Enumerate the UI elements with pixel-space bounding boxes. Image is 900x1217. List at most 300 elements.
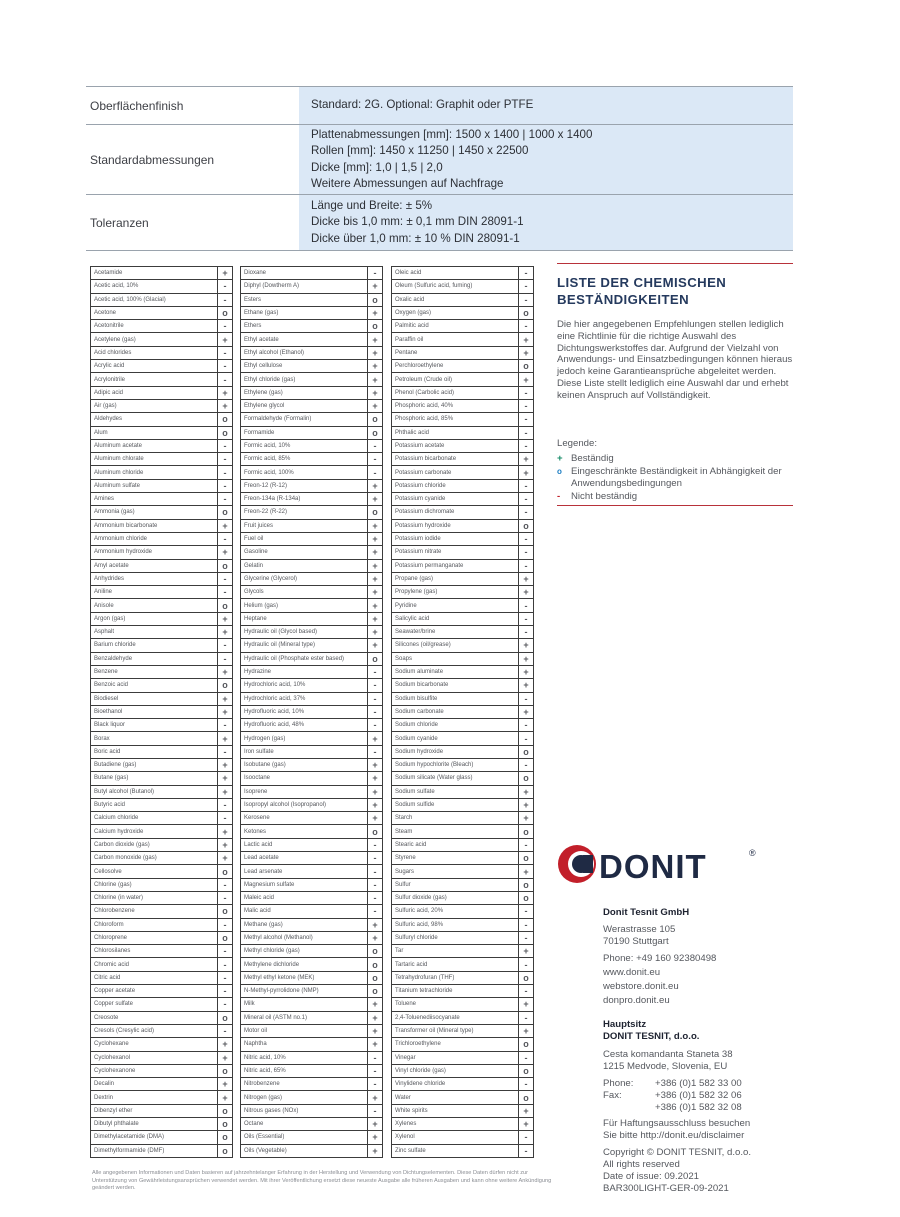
chemical-row — [91, 1024, 233, 1037]
chemical-row — [91, 479, 233, 492]
chemical-name: Calcium chloride — [91, 812, 218, 825]
circle-icon: o — [368, 971, 383, 984]
chemical-row — [241, 772, 383, 785]
chemical-name: Asphalt — [91, 626, 218, 639]
chemical-name: Paraffin oil — [392, 333, 519, 346]
chemical-row — [392, 652, 534, 665]
chemical-row — [241, 1024, 383, 1037]
chemical-row — [241, 373, 383, 386]
plus-icon: + — [218, 519, 233, 532]
plus-icon: + — [368, 798, 383, 811]
plus-icon: + — [218, 732, 233, 745]
spec-line: Rollen [mm]: 1450 x 11250 | 1450 x 22500 — [311, 144, 529, 158]
chemical-row — [91, 413, 233, 426]
minus-icon: - — [218, 466, 233, 479]
chemical-name: Zinc sulfate — [392, 1144, 519, 1157]
plus-icon: + — [368, 785, 383, 798]
chemical-name: Sodium hypochlorite (Bleach) — [392, 758, 519, 771]
minus-icon: - — [519, 386, 534, 399]
chemical-row — [241, 586, 383, 599]
minus-icon: - — [218, 891, 233, 904]
chemical-row — [91, 692, 233, 705]
chemical-row — [91, 532, 233, 545]
minus-icon: - — [218, 1024, 233, 1037]
chemical-row — [241, 905, 383, 918]
chemical-name: Vinyl chloride (gas) — [392, 1064, 519, 1077]
chemical-name: Xylenol — [392, 1131, 519, 1144]
fax-value: +386 (0)1 582 32 08 — [655, 1102, 742, 1113]
plus-icon: + — [519, 333, 534, 346]
chemical-row — [91, 719, 233, 732]
chemical-row — [91, 652, 233, 665]
issue-date: Date of issue: 09.2021 — [603, 1171, 700, 1182]
circle-icon: o — [218, 413, 233, 426]
minus-icon: - — [519, 758, 534, 771]
plus-icon: + — [218, 852, 233, 865]
chemical-row — [241, 546, 383, 559]
chemical-row — [392, 732, 534, 745]
chemical-row — [392, 439, 534, 452]
chemical-row — [241, 413, 383, 426]
chemical-row — [91, 493, 233, 506]
circle-icon: o — [218, 905, 233, 918]
chemical-row — [392, 639, 534, 652]
chemical-name: Kerosene — [241, 812, 368, 825]
minus-icon: - — [519, 546, 534, 559]
plus-icon: + — [218, 705, 233, 718]
chemical-row — [91, 705, 233, 718]
minus-icon: - — [368, 665, 383, 678]
chemical-name: Tar — [392, 945, 519, 958]
chemical-row — [392, 1011, 534, 1024]
chemical-name: Acrylonitrile — [91, 373, 218, 386]
minus-icon: - — [519, 439, 534, 452]
circle-icon: o — [368, 825, 383, 838]
chemical-row — [241, 599, 383, 612]
plus-icon: + — [557, 453, 563, 464]
chemical-name: Nitrobenzene — [241, 1078, 368, 1091]
chemical-row — [392, 360, 534, 373]
plus-icon: + — [368, 1011, 383, 1024]
plus-icon: + — [519, 998, 534, 1011]
plus-icon: + — [519, 586, 534, 599]
plus-icon: + — [368, 519, 383, 532]
hq-company: DONIT TESNIT, d.o.o. — [603, 1031, 700, 1042]
chemical-name: Acetone — [91, 306, 218, 319]
chemical-row — [392, 1024, 534, 1037]
chemical-name: Acrylic acid — [91, 360, 218, 373]
chemical-name: Formamide — [241, 426, 368, 439]
plus-icon: + — [218, 785, 233, 798]
chemical-row — [91, 732, 233, 745]
chemical-name: Butadiene (gas) — [91, 758, 218, 771]
chemical-name: Ethers — [241, 320, 368, 333]
plus-icon: + — [368, 493, 383, 506]
chemical-name: Anisole — [91, 599, 218, 612]
plus-icon: + — [368, 599, 383, 612]
chemical-name: Aniline — [91, 586, 218, 599]
chemical-row — [91, 386, 233, 399]
chemical-name: Hydraulic oil (Glycol based) — [241, 626, 368, 639]
plus-icon: + — [519, 705, 534, 718]
chemical-name: Potassium acetate — [392, 439, 519, 452]
chemical-name: Ammonium hydroxide — [91, 546, 218, 559]
plus-icon: + — [218, 399, 233, 412]
donit-logo — [557, 844, 767, 886]
chemical-row — [241, 306, 383, 319]
chemical-name: Ethylene (gas) — [241, 386, 368, 399]
chemical-row — [392, 280, 534, 293]
chemical-row — [241, 1118, 383, 1131]
chemical-name: Ethylene glycol — [241, 399, 368, 412]
chemical-row — [91, 1051, 233, 1064]
chemical-row — [91, 758, 233, 771]
circle-icon: o — [519, 1064, 534, 1077]
chemical-name: Formic acid, 100% — [241, 466, 368, 479]
chemical-row — [392, 267, 534, 280]
minus-icon: - — [519, 293, 534, 306]
chemical-row — [91, 1118, 233, 1131]
spec-line: Länge und Breite: ± 5% — [311, 199, 433, 213]
spec-line: Dicke über 1,0 mm: ± 10 % DIN 28091-1 — [311, 231, 520, 245]
circle-icon: o — [368, 293, 383, 306]
plus-icon: + — [218, 612, 233, 625]
plus-icon: + — [218, 1038, 233, 1051]
chemical-row — [241, 785, 383, 798]
chemical-row — [241, 758, 383, 771]
minus-icon: - — [368, 705, 383, 718]
plus-icon: + — [368, 479, 383, 492]
chemical-row — [91, 1144, 233, 1157]
chemical-name: Sodium chloride — [392, 719, 519, 732]
chemical-row — [241, 1104, 383, 1117]
chemical-row — [91, 612, 233, 625]
chemical-row — [392, 1064, 534, 1077]
circle-icon: o — [519, 852, 534, 865]
minus-icon: - — [218, 280, 233, 293]
chemical-row — [91, 891, 233, 904]
chemical-name: Sodium cyanide — [392, 732, 519, 745]
chemical-name: Potassium iodide — [392, 532, 519, 545]
chemical-row — [241, 732, 383, 745]
chemical-row — [392, 719, 534, 732]
minus-icon: - — [218, 719, 233, 732]
company-name: Donit Tesnit GmbH — [603, 907, 690, 918]
plus-icon: + — [218, 626, 233, 639]
chemical-row — [91, 985, 233, 998]
donpro-link[interactable]: donpro.donit.eu — [603, 995, 670, 1006]
chemical-row — [91, 1064, 233, 1077]
chemical-row — [392, 506, 534, 519]
chemical-row — [241, 1091, 383, 1104]
chemical-row — [392, 479, 534, 492]
website-link[interactable]: www.donit.eu — [603, 967, 661, 978]
chemical-name: Sulfur — [392, 878, 519, 891]
minus-icon: - — [519, 280, 534, 293]
chemical-name: Copper acetate — [91, 985, 218, 998]
minus-icon: - — [218, 320, 233, 333]
copyright: Copyright © DONIT TESNIT, d.o.o. — [603, 1147, 752, 1158]
section-title-line: LISTE DER CHEMISCHEN — [557, 275, 727, 290]
document-code: BAR300LIGHT-GER-09-2021 — [603, 1183, 729, 1194]
chemical-row — [241, 985, 383, 998]
chemical-row — [241, 825, 383, 838]
chemical-name: Ammonium chloride — [91, 532, 218, 545]
chemical-name: Sodium sulfide — [392, 798, 519, 811]
spec-label: Toleranzen — [86, 195, 299, 251]
chemical-name: Isopropyl alcohol (Isopropanol) — [241, 798, 368, 811]
chemical-name: Lead acetate — [241, 852, 368, 865]
phone-label: Phone: — [603, 1078, 634, 1089]
chemical-row — [91, 785, 233, 798]
spec-line: Plattenabmessungen [mm]: 1500 x 1400 | 1000 x 1400 — [311, 127, 593, 141]
minus-icon: - — [519, 931, 534, 944]
chemical-name: Sodium bisulfite — [392, 692, 519, 705]
legend-heading: Legende: — [557, 438, 598, 449]
chemical-row — [241, 838, 383, 851]
minus-icon: - — [218, 439, 233, 452]
chemical-row — [392, 346, 534, 359]
chemical-name: Potassium carbonate — [392, 466, 519, 479]
plus-icon: + — [519, 785, 534, 798]
chemical-row — [91, 506, 233, 519]
chemical-row — [392, 958, 534, 971]
chemical-row — [241, 652, 383, 665]
chemical-row — [91, 519, 233, 532]
legend-item — [557, 466, 797, 489]
chemical-name: Hydrazine — [241, 665, 368, 678]
chemical-name: Freon-134a (R-134a) — [241, 493, 368, 506]
chemical-name: Potassium permanganate — [392, 559, 519, 572]
circle-icon: o — [218, 1131, 233, 1144]
chemical-row — [241, 665, 383, 678]
chemical-name: Toluene — [392, 998, 519, 1011]
chemical-row — [392, 878, 534, 891]
hq-block — [603, 1019, 751, 1195]
plus-icon: + — [519, 945, 534, 958]
chemical-row — [392, 1051, 534, 1064]
chemical-row — [392, 931, 534, 944]
chemical-row — [241, 878, 383, 891]
chemical-name: Aluminum acetate — [91, 439, 218, 452]
minus-icon: - — [218, 971, 233, 984]
chemical-row — [241, 931, 383, 944]
minus-icon: - — [218, 346, 233, 359]
disclaimer-link[interactable]: Sie bitte http://donit.eu/disclaimer — [603, 1130, 745, 1141]
chemical-name: Oxalic acid — [392, 293, 519, 306]
chemical-name: Benzaldehyde — [91, 652, 218, 665]
spec-label: Standardabmessungen — [86, 125, 299, 195]
circle-icon: o — [368, 413, 383, 426]
minus-icon: - — [218, 373, 233, 386]
chemical-row — [392, 546, 534, 559]
chemical-name: Benzene — [91, 665, 218, 678]
chemical-name: Cyclohexanone — [91, 1064, 218, 1077]
chemical-row — [241, 267, 383, 280]
chemical-row — [392, 1078, 534, 1091]
minus-icon: - — [218, 293, 233, 306]
circle-icon: o — [218, 1064, 233, 1077]
minus-icon: - — [218, 998, 233, 1011]
chemical-name: Malic acid — [241, 905, 368, 918]
chemical-row — [91, 825, 233, 838]
chemical-name: Hydrogen (gas) — [241, 732, 368, 745]
chemical-name: Acetonitrile — [91, 320, 218, 333]
chemical-row — [392, 745, 534, 758]
chemical-row — [91, 745, 233, 758]
chemical-row — [91, 1131, 233, 1144]
chemical-row — [241, 998, 383, 1011]
plus-icon: + — [368, 612, 383, 625]
chemical-row — [392, 1118, 534, 1131]
chemical-row — [241, 399, 383, 412]
minus-icon: - — [368, 905, 383, 918]
minus-icon: - — [557, 491, 561, 502]
chemical-name: Tetrahydrofuran (THF) — [392, 971, 519, 984]
circle-icon: o — [368, 652, 383, 665]
plus-icon: + — [368, 626, 383, 639]
chemical-name: Stearic acid — [392, 838, 519, 851]
plus-icon: + — [519, 346, 534, 359]
chemical-name: Calcium hydroxide — [91, 825, 218, 838]
spec-value — [299, 195, 793, 251]
chemical-name: Citric acid — [91, 971, 218, 984]
chemical-row — [392, 679, 534, 692]
chemical-name: Pyridine — [392, 599, 519, 612]
plus-icon: + — [218, 665, 233, 678]
chemical-row — [241, 453, 383, 466]
chemical-name: Gelatin — [241, 559, 368, 572]
chemical-row — [241, 705, 383, 718]
plus-icon: + — [368, 280, 383, 293]
chemical-row — [91, 586, 233, 599]
divider-bottom — [557, 505, 793, 506]
chemical-name: Motor oil — [241, 1024, 368, 1037]
minus-icon: - — [218, 985, 233, 998]
chemical-name: Creosote — [91, 1011, 218, 1024]
chemical-name: Ethyl alcohol (Ethanol) — [241, 346, 368, 359]
hq-city: 1215 Medvode, Slovenia, EU — [603, 1061, 728, 1072]
chemical-name: Dimethylformamide (DMF) — [91, 1144, 218, 1157]
chemical-row — [392, 852, 534, 865]
legend-text: Nicht beständig — [571, 491, 638, 502]
plus-icon: + — [519, 572, 534, 585]
city: 70190 Stuttgart — [603, 936, 669, 947]
chemical-row — [392, 1104, 534, 1117]
chemical-name: Styrene — [392, 852, 519, 865]
chemical-name: Glycerine (Glycerol) — [241, 572, 368, 585]
chemical-row — [241, 572, 383, 585]
minus-icon: - — [218, 878, 233, 891]
minus-icon: - — [519, 612, 534, 625]
minus-icon: - — [218, 918, 233, 931]
circle-icon: o — [519, 519, 534, 532]
chemical-row — [241, 692, 383, 705]
minus-icon: - — [519, 413, 534, 426]
chemical-row — [392, 1131, 534, 1144]
chemical-row — [91, 665, 233, 678]
plus-icon: + — [519, 665, 534, 678]
chemical-name: Alum — [91, 426, 218, 439]
plus-icon: + — [218, 333, 233, 346]
minus-icon: - — [218, 812, 233, 825]
plus-icon: + — [368, 386, 383, 399]
minus-icon: - — [519, 1051, 534, 1064]
chemical-row — [392, 905, 534, 918]
circle-icon: o — [218, 1118, 233, 1131]
chemical-name: Butyric acid — [91, 798, 218, 811]
chemical-name: Chlorine (in water) — [91, 891, 218, 904]
chemical-name: Formaldehyde (Formalin) — [241, 413, 368, 426]
chemical-name: Oxygen (gas) — [392, 306, 519, 319]
chemical-name: Oils (Vegetable) — [241, 1144, 368, 1157]
minus-icon: - — [218, 360, 233, 373]
chemical-row — [91, 293, 233, 306]
minus-icon: - — [368, 852, 383, 865]
chemical-name: Sulfur dioxide (gas) — [392, 891, 519, 904]
spec-value — [299, 87, 793, 125]
chemical-row — [241, 280, 383, 293]
chemical-row — [91, 572, 233, 585]
chemical-row — [392, 798, 534, 811]
minus-icon: - — [519, 719, 534, 732]
chemical-row — [241, 559, 383, 572]
chemical-row — [392, 519, 534, 532]
chemical-row — [91, 599, 233, 612]
chemical-row — [91, 267, 233, 280]
chemical-name: Potassium bicarbonate — [392, 453, 519, 466]
minus-icon: - — [519, 267, 534, 280]
plus-icon: + — [218, 1078, 233, 1091]
plus-icon: + — [368, 559, 383, 572]
chemical-row — [392, 599, 534, 612]
chemical-name: Octane — [241, 1118, 368, 1131]
chemical-row — [91, 439, 233, 452]
circle-icon: o — [218, 931, 233, 944]
spec-row-dimensions — [86, 125, 793, 195]
plus-icon: + — [368, 572, 383, 585]
chemical-row — [392, 413, 534, 426]
chemical-row — [91, 426, 233, 439]
plus-icon: + — [368, 1118, 383, 1131]
chemical-row — [91, 559, 233, 572]
chemical-row — [241, 798, 383, 811]
plus-icon: + — [368, 758, 383, 771]
chemical-name: Methyl ethyl ketone (MEK) — [241, 971, 368, 984]
chemical-row — [241, 945, 383, 958]
chemical-row — [241, 852, 383, 865]
circle-icon: o — [368, 320, 383, 333]
chemical-row — [91, 1104, 233, 1117]
legend-text: Beständig — [571, 453, 614, 464]
minus-icon: - — [368, 466, 383, 479]
chemical-name: Methane (gas) — [241, 918, 368, 931]
chemical-row — [392, 626, 534, 639]
chemical-row — [392, 985, 534, 998]
chemical-row — [91, 333, 233, 346]
plus-icon: + — [218, 692, 233, 705]
chemical-row — [392, 293, 534, 306]
chemical-row — [91, 1011, 233, 1024]
chemical-row — [392, 918, 534, 931]
chemical-name: Adipic acid — [91, 386, 218, 399]
webstore-link[interactable]: webstore.donit.eu — [603, 981, 679, 992]
minus-icon: - — [519, 599, 534, 612]
chemical-name: Biodiesel — [91, 692, 218, 705]
chemical-name: Sodium sulfate — [392, 785, 519, 798]
chemical-row — [241, 1064, 383, 1077]
chemical-row — [91, 945, 233, 958]
